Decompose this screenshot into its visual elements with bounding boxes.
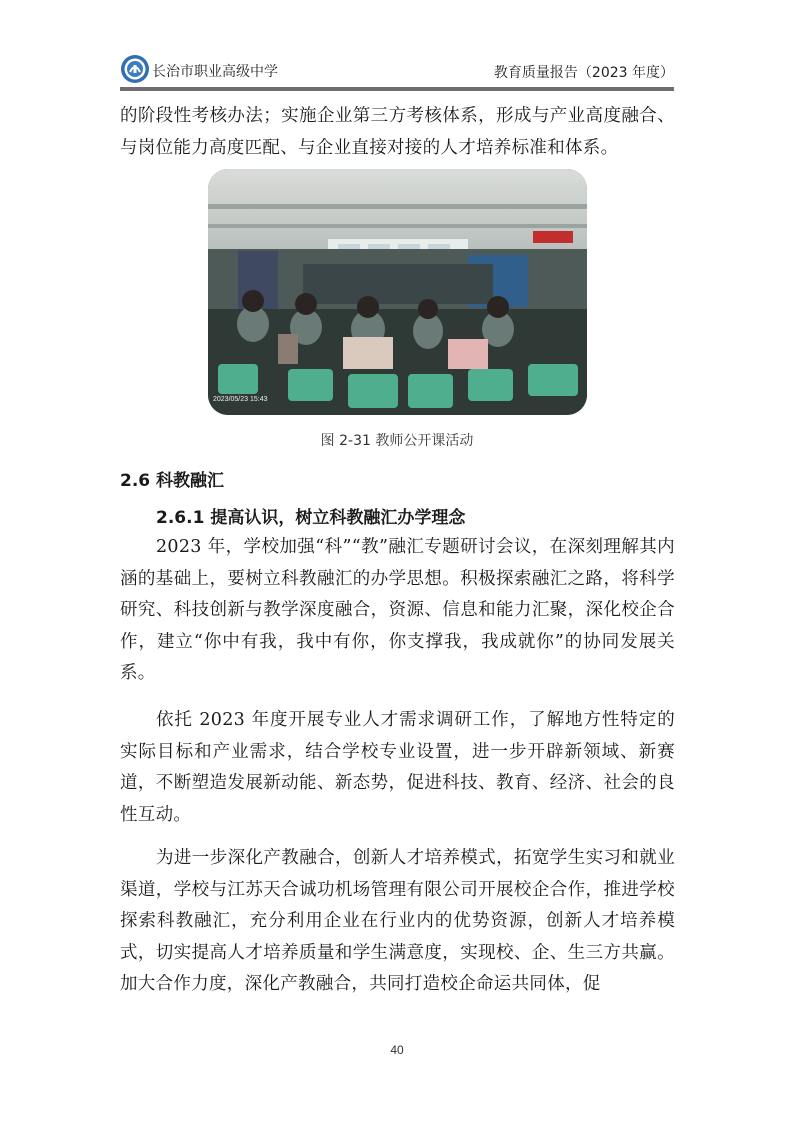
classroom-photo	[208, 169, 587, 415]
body-paragraph: 为进一步深化产教融合，创新人才培养模式，拓宽学生实习和就业渠道，学校与江苏天合诚功机场管理有限公司开展校企合作，推进学校探索科教融汇，充分利用企业在行业内的优势资源，创新人才培养模式，切实提高人才培养质量和学生满意度，实现校、企、生三方共赢。加大合作力度，深化产教融合，共同打造校企命运共同体，促	[120, 848, 675, 994]
header-rule	[120, 87, 674, 91]
body-paragraph: 依托 2023 年度开展专业人才需求调研工作，了解地方性特定的实际目标和产业需求，结合学校专业设置，进一步开辟新领域、新赛道，不断塑造发展新动能、新态势，促进科技、教育、经济、社会的良性互动。	[120, 710, 675, 825]
school-name: 长治市职业高级中学	[152, 64, 278, 80]
body-paragraph: 2023 年，学校加强“科”“教”融汇专题研讨会议，在深刻理解其内涵的基础上，要树立科教融汇的办学思想。积极探索融汇之路，将科学研究、科技创新与教学深度融合，资源、信息和能力汇聚，深化校企合作，建立“你中有我，我中有你，你支撑我，我成就你”的协同发展关系。	[120, 537, 675, 683]
school-logo-icon	[120, 54, 150, 84]
intro-paragraph: 的阶段性考核办法；实施企业第三方考核体系，形成与产业高度融合、与岗位能力高度匹配、与企业直接对接的人才培养标准和体系。	[120, 106, 675, 158]
subsection-heading: 2.6.1 提高认识，树立科教融汇办学理念	[156, 508, 466, 528]
photo-timestamp: 2023/05/23 15:43	[213, 396, 268, 403]
report-title: 教育质量报告（2023 年度）	[493, 65, 674, 81]
page-number: 40	[390, 1043, 404, 1057]
figure-caption: 图 2-31 教师公开课活动	[320, 433, 474, 449]
classroom-photo-drawing	[208, 169, 587, 415]
page-header	[120, 54, 674, 88]
section-heading: 2.6 科教融汇	[120, 471, 225, 491]
